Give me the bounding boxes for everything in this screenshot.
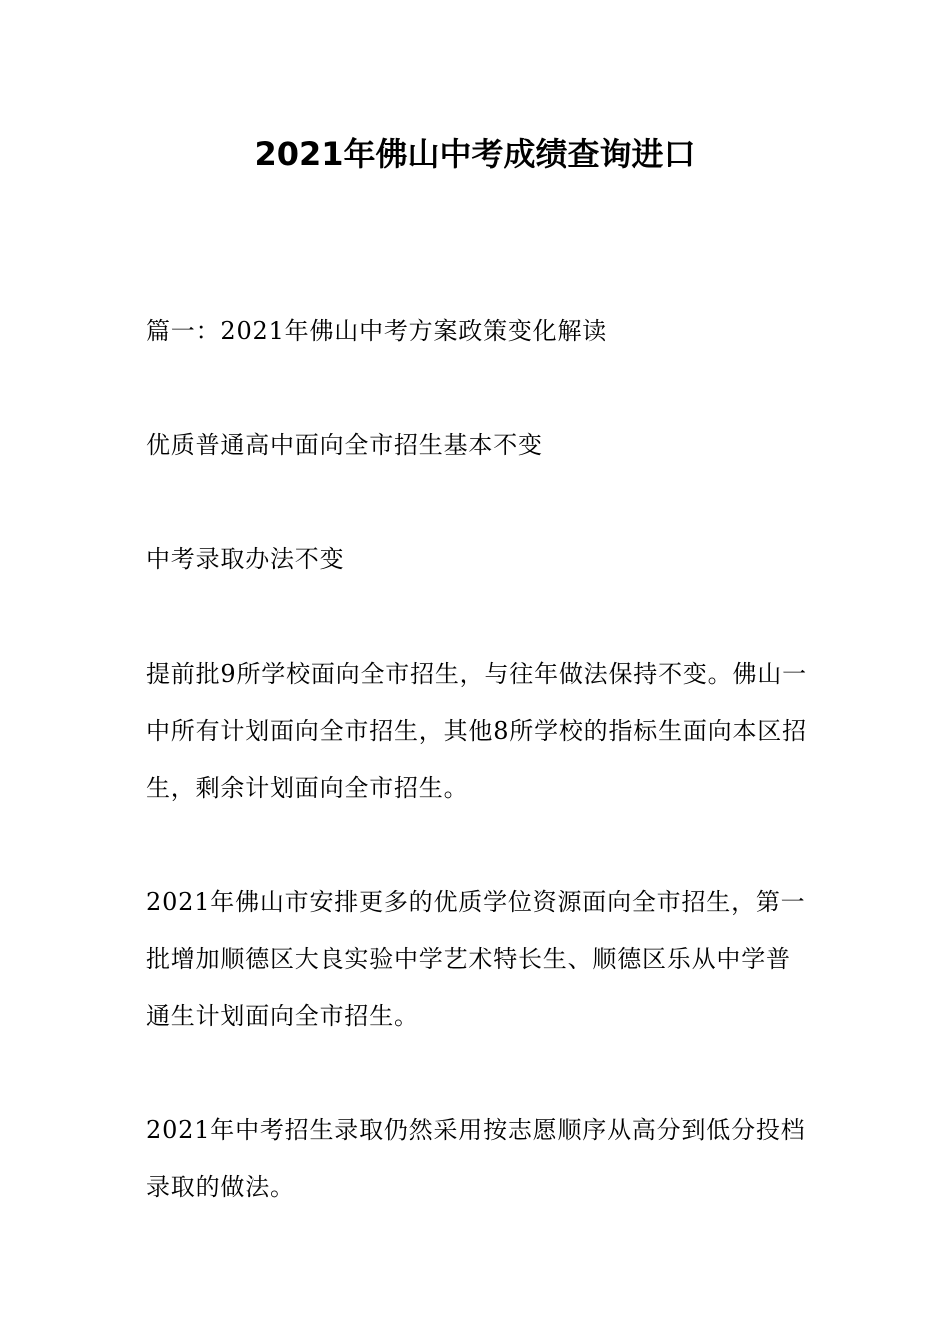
section-heading: 篇一：2021年佛山中考方案政策变化解读 (146, 317, 608, 345)
document-title: 2021年佛山中考成绩查询进口 (254, 135, 696, 173)
paragraph: 优质普通高中面向全市招生基本不变 (146, 431, 543, 459)
paragraph: 提前批9所学校面向全市招生，与往年做法保持不变。佛山一中所有计划面向全市招生，其他8所学校的指标生面向本区招生，剩余计划面向全市招生。 (146, 660, 807, 802)
paragraph: 2021年佛山市安排更多的优质学位资源面向全市招生，第一批增加顺德区大良实验中学艺术特长生、顺德区乐从中学普通生计划面向全市招生。 (146, 888, 806, 1030)
paragraph: 中考录取办法不变 (146, 545, 345, 573)
paragraph: 2021年中考招生录取仍然采用按志愿顺序从高分到低分投档录取的做法。 (146, 1116, 806, 1201)
